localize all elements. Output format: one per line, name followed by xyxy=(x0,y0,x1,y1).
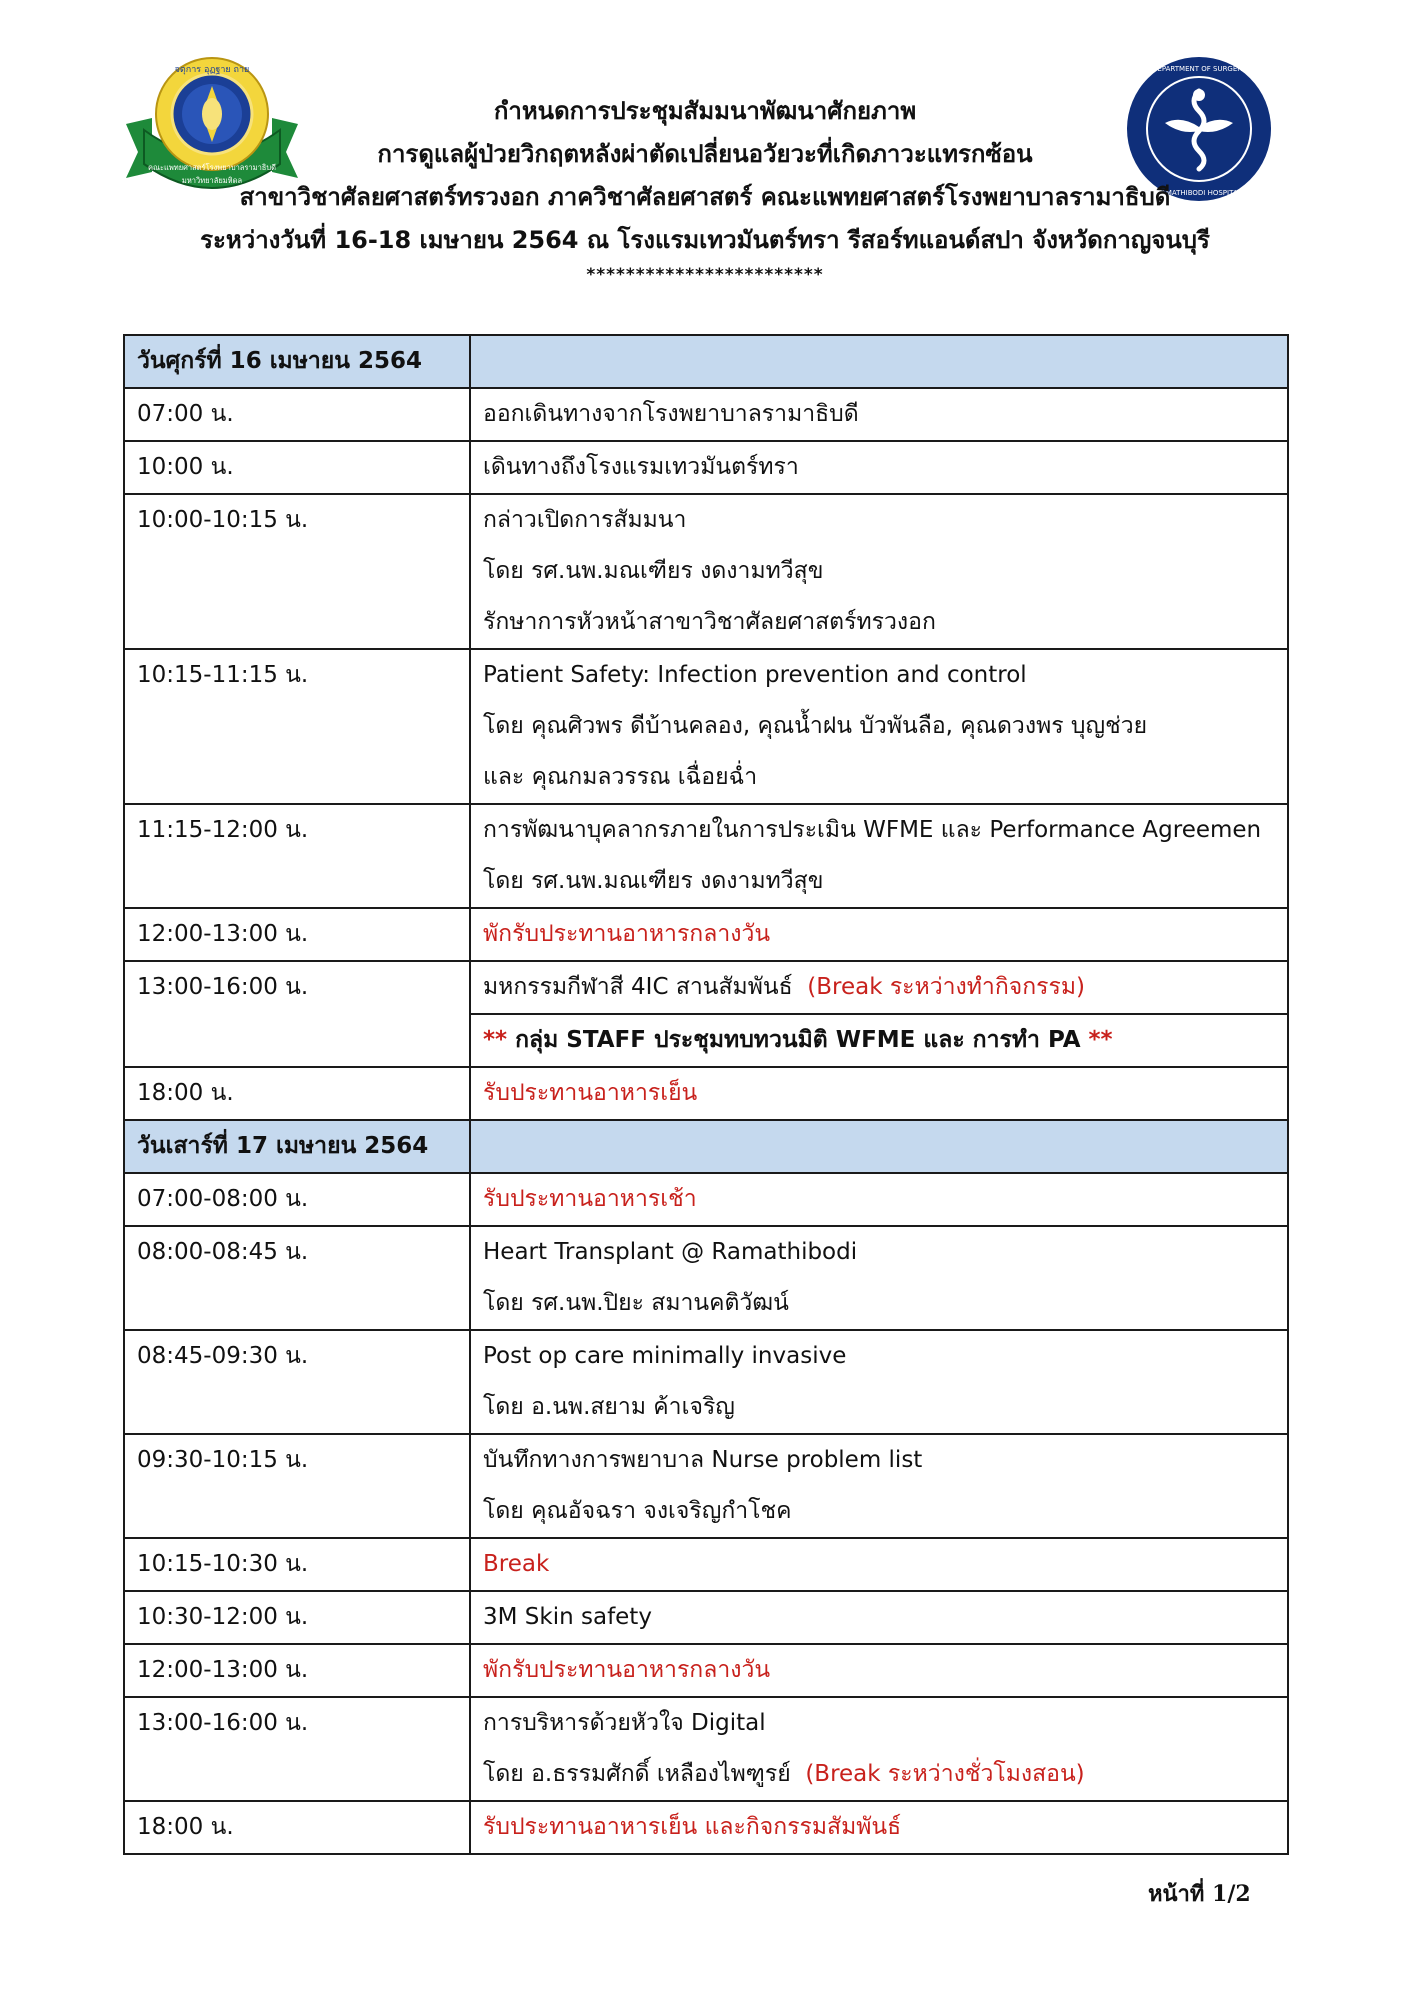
activity-text: Post op care minimally invasive xyxy=(483,1343,847,1369)
meal-break-text: พักรับประทานอาหารกลางวัน xyxy=(483,1657,771,1683)
activity-cell xyxy=(470,649,1288,804)
table-row xyxy=(124,1697,1288,1801)
table-row xyxy=(124,1330,1288,1434)
speaker-text: และ คุณกมลวรรณ เฉื่อยฉ่ำ xyxy=(483,764,758,790)
break-note-text: (Break ระหว่างชั่วโมงสอน) xyxy=(805,1761,1085,1787)
time-cell: 10:00-10:15 น. xyxy=(124,494,470,649)
activity-cell xyxy=(470,1173,1288,1226)
time-cell: 10:30-12:00 น. xyxy=(124,1591,470,1644)
table-row xyxy=(124,1434,1288,1538)
time-cell: 13:00-16:00 น. xyxy=(124,1697,470,1801)
speaker-role-text: รักษาการหัวหน้าสาขาวิชาศัลยศาสตร์ทรวงอก xyxy=(483,609,936,635)
day-header-empty xyxy=(470,335,1288,388)
table-row xyxy=(124,804,1288,908)
speaker-text: โดย คุณศิวพร ดีบ้านคลอง, คุณน้ำฝน บัวพันลือ, คุณดวงพร บุญช่วย xyxy=(483,713,1148,739)
time-cell: 07:00 น. xyxy=(124,388,470,441)
time-cell: 10:15-11:15 น. xyxy=(124,649,470,804)
activity-cell xyxy=(470,388,1288,441)
table-row xyxy=(124,494,1288,649)
activity-cell xyxy=(470,1644,1288,1697)
table-row xyxy=(124,388,1288,441)
activity-cell xyxy=(470,1330,1288,1434)
table-row xyxy=(124,961,1288,1014)
activity-cell xyxy=(470,1067,1288,1120)
logo-left-ribbon-sub: มหาวิทยาลัยมหิดล xyxy=(181,176,243,185)
header-date-venue-line: ระหว่างวันที่ 16-18 เมษายน 2564 ณ โรงแรมเทวมันตร์ทรา รีสอร์ทแอนด์สปา จังหวัดกาญจนบุรี xyxy=(200,226,1210,254)
time-cell: 12:00-13:00 น. xyxy=(124,908,470,961)
logo-left-ribbon-bottom: คณะแพทยศาสตร์โรงพยาบาลรามาธิบดี xyxy=(147,163,277,172)
header-title-line2: การดูแลผู้ป่วยวิกฤตหลังผ่าตัดเปลี่ยนอวัยวะที่เกิดภาวะแทรกซ้อน xyxy=(377,140,1033,168)
table-row xyxy=(124,1801,1288,1854)
header-department-line: สาขาวิชาศัลยศาสตร์ทรวงอก ภาควิชาศัลยศาสตร์ คณะแพทยศาสตร์โรงพยาบาลรามาธิบดี xyxy=(239,183,1171,211)
activity-text: บันทึกทางการพยาบาล Nurse problem list xyxy=(483,1447,923,1473)
table-row xyxy=(124,1226,1288,1330)
speaker-text: โดย รศ.นพ.ปิยะ สมานคติวัฒน์ xyxy=(483,1290,789,1316)
activity-text: การบริหารด้วยหัวใจ Digital xyxy=(483,1710,766,1736)
staff-marker-suffix: ** xyxy=(1088,1027,1113,1053)
break-note-text: (Break ระหว่างทำกิจกรรม) xyxy=(807,974,1086,1000)
table-row xyxy=(124,1173,1288,1226)
time-cell: 12:00-13:00 น. xyxy=(124,1644,470,1697)
speaker-text: โดย รศ.นพ.มณเฑียร งดงามทวีสุข xyxy=(483,558,824,584)
table-row xyxy=(124,441,1288,494)
time-cell: 07:00-08:00 น. xyxy=(124,1173,470,1226)
activity-cell xyxy=(470,1801,1288,1854)
speaker-text: โดย รศ.นพ.มณเฑียร งดงามทวีสุข xyxy=(483,868,824,894)
activity-text: มหกรรมกีฬาสี 4IC สานสัมพันธ์ xyxy=(483,974,793,1000)
time-cell: 13:00-16:00 น. xyxy=(124,961,470,1067)
time-cell: 10:00 น. xyxy=(124,441,470,494)
logo-right-ring-top: DEPARTMENT OF SURGERY xyxy=(1152,65,1246,73)
meal-break-text: รับประทานอาหารเย็น xyxy=(483,1080,698,1106)
header-star-divider: ************************ xyxy=(586,265,824,285)
logo-right-ring-bottom: RAMATHIBODI HOSPITAL xyxy=(1156,189,1242,197)
activity-text: Heart Transplant @ Ramathibodi xyxy=(483,1239,858,1265)
activity-text: กล่าวเปิดการสัมมนา xyxy=(483,507,687,533)
speaker-text: โดย อ.นพ.สยาม ค้าเจริญ xyxy=(483,1394,735,1420)
meal-break-text: รับประทานอาหารเช้า xyxy=(483,1186,697,1212)
staff-meeting-cell xyxy=(470,1014,1288,1067)
document-header xyxy=(147,90,1260,286)
time-cell: 18:00 น. xyxy=(124,1801,470,1854)
table-row xyxy=(124,1067,1288,1120)
activity-cell xyxy=(470,804,1288,908)
activity-cell xyxy=(470,441,1288,494)
staff-meeting-text: กลุ่ม STAFF ประชุมทบทวนมิติ WFME และ การทำ PA xyxy=(515,1027,1081,1053)
logo-left-ribbon-top: จตุการ อุฏฐาย ถาย xyxy=(174,65,250,75)
day-header: วันศุกร์ที่ 16 เมษายน 2564 xyxy=(124,335,470,388)
day-header-empty xyxy=(470,1120,1288,1173)
activity-text: 3M Skin safety xyxy=(483,1604,652,1630)
meal-break-text: พักรับประทานอาหารกลางวัน xyxy=(483,921,771,947)
time-cell: 09:30-10:15 น. xyxy=(124,1434,470,1538)
speaker-text: โดย อ.ธรรมศักดิ์ เหลืองไพฑูรย์ xyxy=(483,1761,791,1787)
activity-text: การพัฒนาบุคลากรภายในการประเมิน WFME และ Performance Agreemen xyxy=(483,817,1262,843)
table-row xyxy=(124,1591,1288,1644)
table-row xyxy=(124,908,1288,961)
activity-cell xyxy=(470,908,1288,961)
time-cell: 08:45-09:30 น. xyxy=(124,1330,470,1434)
time-cell: 11:15-12:00 น. xyxy=(124,804,470,908)
activity-text: Patient Safety: Infection prevention and control xyxy=(483,662,1027,688)
day-header-row xyxy=(124,1120,1288,1173)
day-header: วันเสาร์ที่ 17 เมษายน 2564 xyxy=(124,1120,470,1173)
day-header-row xyxy=(124,335,1288,388)
page-number: หน้าที่ 1/2 xyxy=(1148,1881,1251,1907)
time-cell: 10:15-10:30 น. xyxy=(124,1538,470,1591)
schedule-table xyxy=(123,334,1289,1855)
activity-cell xyxy=(470,1591,1288,1644)
activity-cell xyxy=(470,1697,1288,1801)
break-text: Break xyxy=(483,1551,550,1577)
table-row xyxy=(124,1644,1288,1697)
table-row xyxy=(124,649,1288,804)
table-row xyxy=(124,1538,1288,1591)
speaker-text: โดย คุณอัจฉรา จงเจริญกำโชค xyxy=(483,1498,792,1524)
staff-marker-prefix: ** xyxy=(483,1027,508,1053)
time-cell: 18:00 น. xyxy=(124,1067,470,1120)
activity-text: เดินทางถึงโรงแรมเทวมันตร์ทรา xyxy=(483,454,799,480)
activity-cell xyxy=(470,961,1288,1014)
meal-break-text: รับประทานอาหารเย็น และกิจกรรมสัมพันธ์ xyxy=(483,1814,902,1840)
activity-text: ออกเดินทางจากโรงพยาบาลรามาธิบดี xyxy=(483,401,859,427)
time-cell: 08:00-08:45 น. xyxy=(124,1226,470,1330)
activity-cell xyxy=(470,494,1288,649)
activity-cell xyxy=(470,1226,1288,1330)
header-title-line1: กำหนดการประชุมสัมมนาพัฒนาศักยภาพ xyxy=(493,97,917,125)
activity-cell xyxy=(470,1538,1288,1591)
activity-cell xyxy=(470,1434,1288,1538)
